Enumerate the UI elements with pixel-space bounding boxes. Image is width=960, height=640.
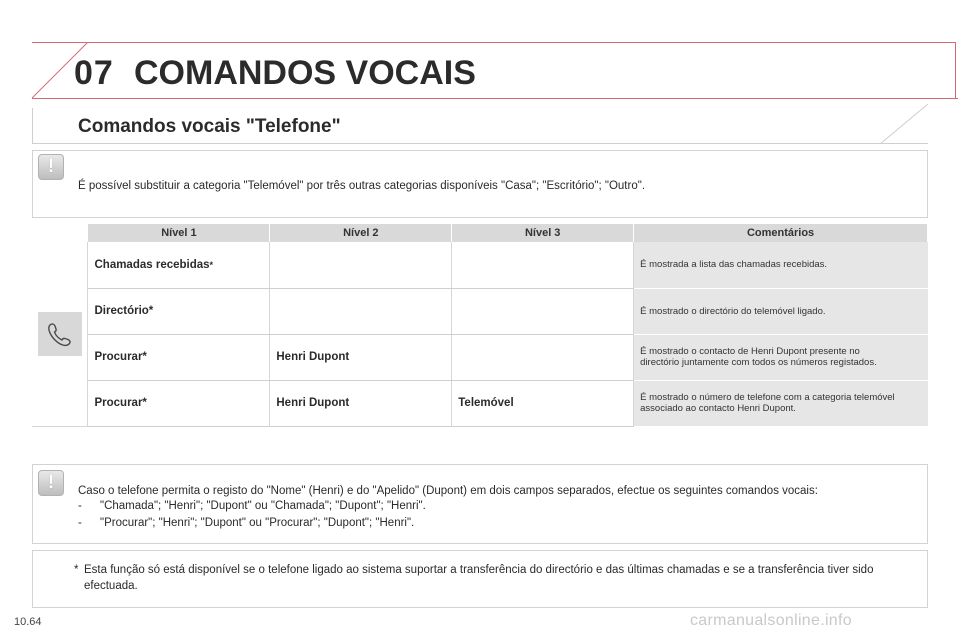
table-row bbox=[32, 242, 928, 288]
list-item: - "Chamada"; "Henri"; "Dupont" ou "Chamada"; "Dupont"; "Henri". bbox=[78, 500, 426, 512]
watermark: carmanualsonline.info bbox=[690, 612, 852, 629]
table-header-row bbox=[32, 224, 928, 242]
section-diagonal bbox=[880, 104, 930, 146]
table-header-level3: Nível 3 bbox=[452, 224, 634, 242]
chapter-title: COMANDOS VOCAIS bbox=[134, 54, 476, 92]
table-row bbox=[32, 288, 928, 334]
footnote-text: Esta função só está disponível se o telefone ligado ao sistema suportar a transferência do directório e das últimas chamadas e se a transferência tiver sido efectuada. bbox=[84, 564, 874, 592]
row3-level2: Henri Dupont bbox=[270, 334, 452, 380]
row1-level2 bbox=[270, 242, 452, 288]
header-underline bbox=[32, 98, 958, 99]
note-middle-text: Caso o telefone permita o registo do "Nome" (Henri) e do "Apelido" (Dupont) em dois campos separados, efectue os seguintes comandos vocais: bbox=[78, 485, 818, 497]
row3-level1: Procurar* bbox=[88, 334, 270, 380]
list-item: - "Procurar"; "Henri"; "Dupont" ou "Procurar"; "Dupont"; "Henri". bbox=[78, 517, 415, 529]
row4-level1: Procurar* bbox=[88, 380, 270, 426]
row4-level3: Telemóvel bbox=[452, 380, 634, 426]
footnote-mark: * bbox=[74, 564, 79, 576]
row2-level3 bbox=[452, 288, 634, 334]
table-row bbox=[32, 380, 928, 426]
row2-comment: É mostrado o directório do telemóvel ligado. bbox=[634, 288, 928, 334]
row1-level1: Chamadas recebidas* bbox=[88, 242, 270, 288]
table-header-comments: Comentários bbox=[634, 224, 928, 242]
warning-icon: ! bbox=[38, 470, 64, 496]
table-header-blank bbox=[32, 224, 88, 242]
note-top-text: É possível substituir a categoria "Telemóvel" por três outras categorias disponíveis "Casa"; "Escritório"; "Outro". bbox=[78, 180, 646, 192]
row2-level1: Directório* bbox=[88, 288, 270, 334]
phone-handset-icon bbox=[38, 312, 82, 356]
page-number: 10.64 bbox=[14, 616, 42, 628]
chapter-number: 07 bbox=[74, 54, 114, 92]
row1-comment: É mostrada a lista das chamadas recebidas. bbox=[634, 242, 928, 288]
section-title: Comandos vocais "Telefone" bbox=[78, 116, 341, 137]
row3-level3 bbox=[452, 334, 634, 380]
row1-level3 bbox=[452, 242, 634, 288]
table-header-level1: Nível 1 bbox=[88, 224, 270, 242]
row4-comment: É mostrado o número de telefone com a categoria telemóvel associado ao contacto Henri Dupont. bbox=[634, 380, 928, 426]
row4-level2: Henri Dupont bbox=[270, 380, 452, 426]
row2-level2 bbox=[270, 288, 452, 334]
warning-icon: ! bbox=[38, 154, 64, 180]
table-header-level2: Nível 2 bbox=[270, 224, 452, 242]
voice-commands-table bbox=[32, 224, 928, 427]
row3-comment: É mostrado o contacto de Henri Dupont presente no directório juntamente com todos os números registados. bbox=[634, 334, 928, 380]
icon-column bbox=[32, 242, 88, 426]
table-row bbox=[32, 334, 928, 380]
